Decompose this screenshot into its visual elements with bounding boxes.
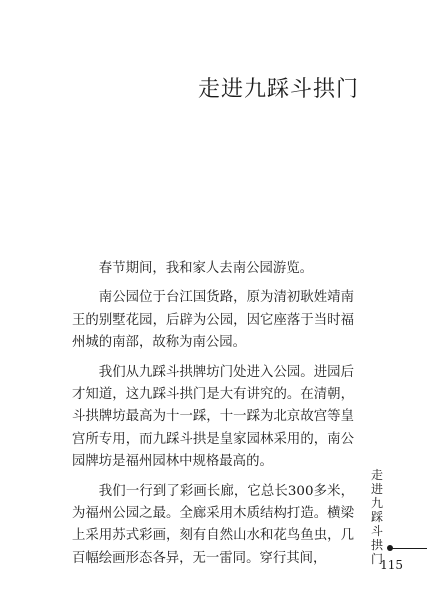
running-head: 走进九踩斗拱门 — [370, 468, 383, 566]
footer-rule — [392, 548, 427, 549]
paragraph-4: 我们一行到了彩画长廊，它总长300多米，为福州公园之最。全廊采用木质结构打造。横梁上采用苏式彩画，刻有自然山水和花鸟鱼虫，几百幅绘画形态各异，无一雷同。穿行其间， — [72, 483, 354, 566]
body-text — [72, 258, 354, 577]
chapter-title: 走进九踩斗拱门 — [197, 77, 359, 102]
paragraph-2: 南公园位于台江国货路，原为清初耿姓靖南王的别墅花园，后辟为公园，因它座落于当时福州城的南部，故称为南公园。 — [72, 290, 354, 351]
paragraph-1: 春节期间，我和家人去南公园游览。 — [98, 261, 314, 276]
paragraph-3: 我们从九踩斗拱牌坊门处进入公园。进园后才知道，这九踩斗拱门是大有讲究的。在清朝，斗拱牌坊最高为十一踩，十一踩为北京故宫等皇宫所专用，而九踩斗拱是皇家园林采用的，南公园牌坊是福州园林中规格最高的。 — [72, 364, 354, 470]
page-number: 115 — [380, 558, 403, 572]
